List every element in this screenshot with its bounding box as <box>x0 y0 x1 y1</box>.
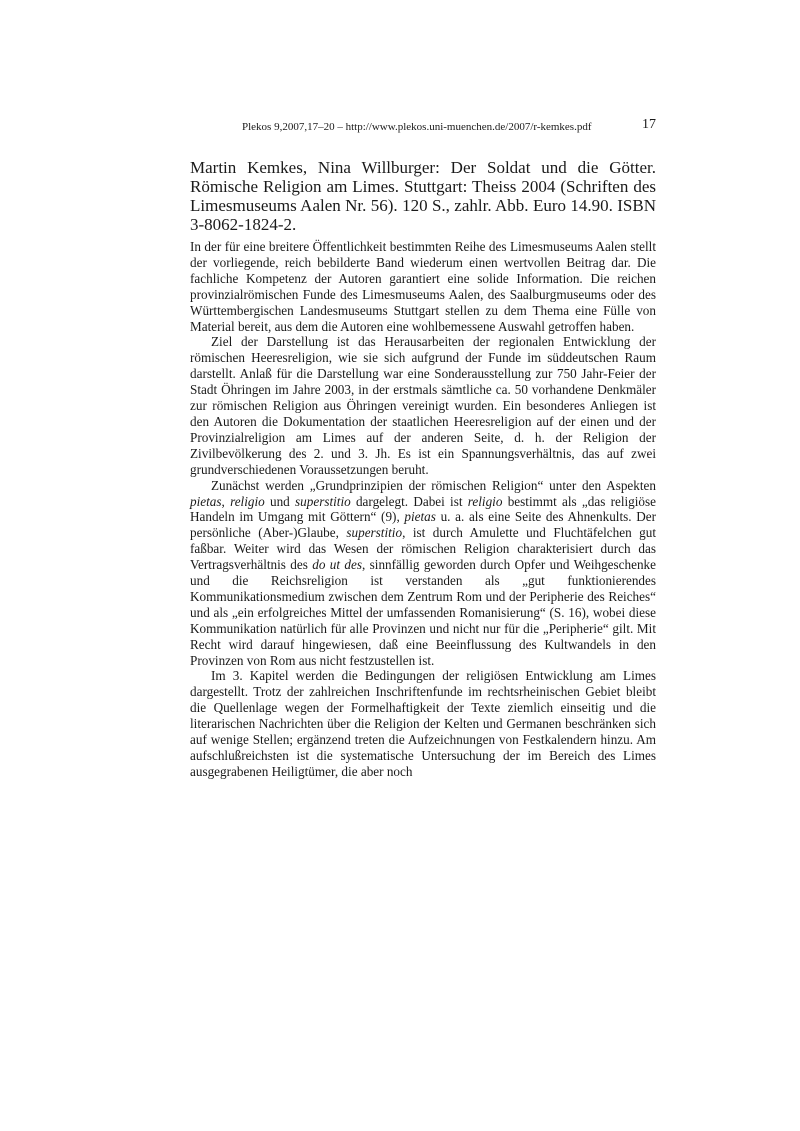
italic-term: religio <box>230 493 265 509</box>
italic-term: pietas <box>190 493 222 509</box>
paragraph <box>190 334 656 477</box>
page-number: 17 <box>642 117 656 132</box>
italic-term: pietas <box>404 509 436 525</box>
italic-term: superstitio <box>346 525 403 541</box>
text-run: , <box>221 493 231 509</box>
text-run: , sinnfällig geworden durch Opfer und Weihgeschenke und die Reichsreligion ist verstanden als „gut funktionierendes Kommunikationsmedium zwischen dem Zentrum Rom und der Peripherie des Reiches“ und als „ein erfolgreiches Mittel der umfassenden Romanisierung“ (S. 16), wobei diese Kommunikation natürlich für alle Provinzen und nicht nur für die „Peripherie“ gilt. Mit Recht wird darauf hingewiesen, daß eine Beeinflussung des Kultwandels in den Provinzen von Rom aus nicht festzustellen ist. <box>190 557 656 668</box>
italic-term: do ut des <box>312 557 362 573</box>
italic-term: superstitio <box>295 493 351 509</box>
journal-citation: Plekos 9,2007,17–20 – http://www.plekos.uni-muenchen.de/2007/r-kemkes.pdf <box>242 121 592 133</box>
paragraph <box>190 239 656 334</box>
book-reference-title: Martin Kemkes, Nina Willburger: Der Soldat und die Götter. Römische Religion am Limes. Stuttgart: Theiss 2004 (Schriften des Limesmuseums Aalen Nr. 56). 120 S., zahlr. Abb. Euro 14.90. ISBN 3-8062-1824-2. <box>190 158 656 234</box>
paragraph <box>190 478 656 669</box>
review-body <box>190 239 656 780</box>
italic-term: religio <box>467 493 503 509</box>
text-run: bestimmt als „das religiöse Handeln im Umgang mit Göttern“ (9), <box>190 493 657 525</box>
text-run: In der für eine breitere Öffentlichkeit bestimmten Reihe des Limesmuseums Aalen stellt der vorliegende, reich bebilderte Band wiederum einen wertvollen Beitrag dar. Die fachliche Kompetenz der Autoren garantiert eine solide Information. Die reichen provinzialrömischen Funde des Limesmuseums Aalen, des Saalburgmuseums oder des Württembergischen Landesmuseums Stuttgart stellen zu dem Thema eine Fülle von Material bereit, aus dem die Autoren eine wohlbemessene Auswahl getroffen haben. <box>190 239 656 334</box>
text-run: , ist durch Amulette und Fluchtäfelchen gut faßbar. Weiter wird das Wesen der römischen Religion charakterisiert durch das Vertragsverhältnis des <box>190 525 656 573</box>
text-run: Im 3. Kapitel werden die Bedingungen der religiösen Entwicklung am Limes dargestellt. Trotz der zahlreichen Inschriftenfunde im rechtsrheinischen Gebiet bleibt die Quellenlage wegen der Formelhaftigkeit der Texte ziemlich einseitig und die literarischen Nachrichten über die Religion der Kelten und Germanen beschränken sich auf wenige Stellen; ergänzend treten die Aufzeichnungen von Festkalendern hinzu. Am aufschlußreichsten ist die systematische Untersuchung der im Bereich des Limes ausgegrabenen Heiligtümer, die aber noch <box>190 668 656 779</box>
paragraph <box>190 668 656 779</box>
text-run: dargelegt. Dabei ist <box>350 493 468 509</box>
text-run: Ziel der Darstellung ist das Herausarbeiten der regionalen Entwicklung der römischen Heeresreligion, wie sie sich aufgrund der Funde im süddeutschen Raum darstellt. Anlaß für die Darstellung war eine Sonderausstellung zur 750 Jahr-Feier der Stadt Öhringen im Jahre 2003, in der erstmals sämtliche ca. 50 vorhandene Denkmäler zur römischen Religion aus Öhringen vereinigt wurden. Ein besonderes Anliegen ist den Autoren die Dokumentation der staatlichen Heeresreligion auf der einen und der Provinzialreligion am Limes auf der anderen Seite, d. h. der Religion der Zivilbevölkerung des 2. und 3. Jh. Es ist ein Spannungsverhältnis, das auf zwei grundverschiedenen Voraussetzungen beruht. <box>190 334 656 477</box>
text-run: und <box>264 493 296 509</box>
text-run: u. a. als eine Seite des Ahnenkults. Der persönliche (Aber-)Glaube, <box>190 509 656 541</box>
text-run: Zunächst werden „Grundprinzipien der römischen Religion“ unter den Aspekten <box>211 477 656 493</box>
